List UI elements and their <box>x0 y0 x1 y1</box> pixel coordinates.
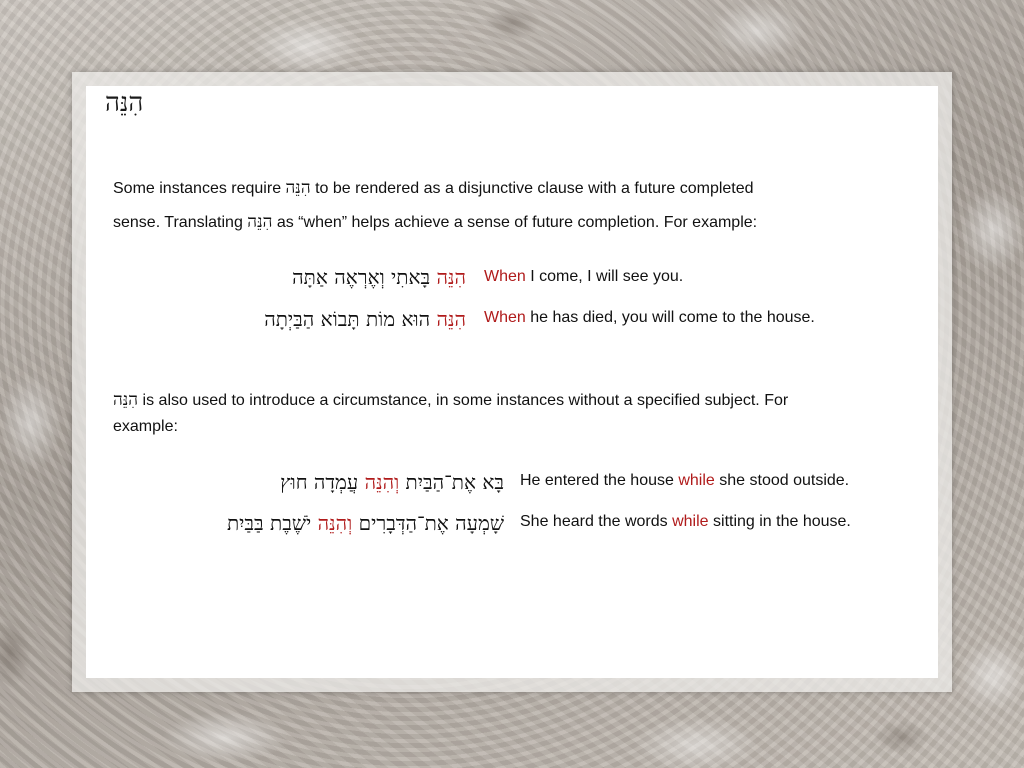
while-example-2-hebrew <box>227 511 504 536</box>
while-example-2-english-key: while <box>672 513 709 530</box>
while-example-1-english-key: while <box>678 472 715 489</box>
circumstance-line-1-post: is also used to introduce a circumstance, in some instances without a specified subject. For <box>138 392 789 409</box>
when-example-2-hebrew <box>264 307 466 332</box>
when-example-2-hebrew-key: הִנֵּה <box>436 307 466 331</box>
when-example-1-hebrew-key: הִנֵּה <box>436 265 466 289</box>
when-example-1-english-key: When <box>484 268 526 285</box>
while-example-1-hebrew-pre: בָּא אֶת־הַבַּיִת <box>399 470 504 494</box>
circumstance-line-1 <box>113 390 913 410</box>
when-example-2-english <box>484 309 815 327</box>
while-example-1-hebrew <box>280 470 504 495</box>
while-example-1-english-pre: He entered the house <box>520 472 679 489</box>
intro-line-2-hebrew: הִנֵּה <box>247 212 273 232</box>
slide-title: הִנֵּה <box>105 88 144 118</box>
while-example-1-hebrew-post: עֲמְדָה חוּץ <box>280 470 365 494</box>
while-example-2-english-post: sitting in the house. <box>708 513 851 530</box>
circumstance-line-2: example: <box>113 418 178 435</box>
slide-card <box>86 86 938 678</box>
intro-line-1-hebrew: הִנֵּה <box>285 178 311 198</box>
while-example-2-english <box>520 513 851 531</box>
while-example-2-hebrew-key: וְהִנֵּה <box>317 511 353 535</box>
when-example-1-hebrew-rest: בָּאתִי וְאֶרְאֶה אַתָּה <box>292 265 437 289</box>
when-example-2-hebrew-rest: הוּא מוֹת תָּבוֹא הַבַּיְתָה <box>264 307 437 331</box>
intro-line-1 <box>113 178 913 198</box>
while-example-1-english <box>520 472 849 490</box>
when-example-2-english-rest: he has died, you will come to the house. <box>525 309 815 326</box>
intro-line-2-pre: sense. Translating <box>113 214 248 231</box>
while-example-2-english-pre: She heard the words <box>520 513 673 530</box>
intro-line-1-post: to be rendered as a disjunctive clause with a future completed <box>310 180 754 197</box>
intro-line-2-post: as “when” helps achieve a sense of future completion. For example: <box>272 214 758 231</box>
when-example-1-english-rest: I come, I will see you. <box>525 268 684 285</box>
when-example-1-english <box>484 268 683 286</box>
while-example-1-english-post: she stood outside. <box>714 472 850 489</box>
while-example-1-hebrew-key: וְהִנֵּה <box>364 470 400 494</box>
while-example-2-hebrew-pre: שָׁמְעָה אֶת־הַדְּבָרִים <box>352 511 504 535</box>
intro-line-2 <box>113 212 913 232</box>
when-example-2-english-key: When <box>484 309 526 326</box>
intro-line-1-pre: Some instances require <box>113 180 286 197</box>
circumstance-hebrew: הִנֵּה <box>113 390 139 410</box>
while-example-2-hebrew-post: יֹשֶׁבֶת בַּבַּיִת <box>226 511 318 535</box>
when-example-1-hebrew <box>292 265 466 290</box>
